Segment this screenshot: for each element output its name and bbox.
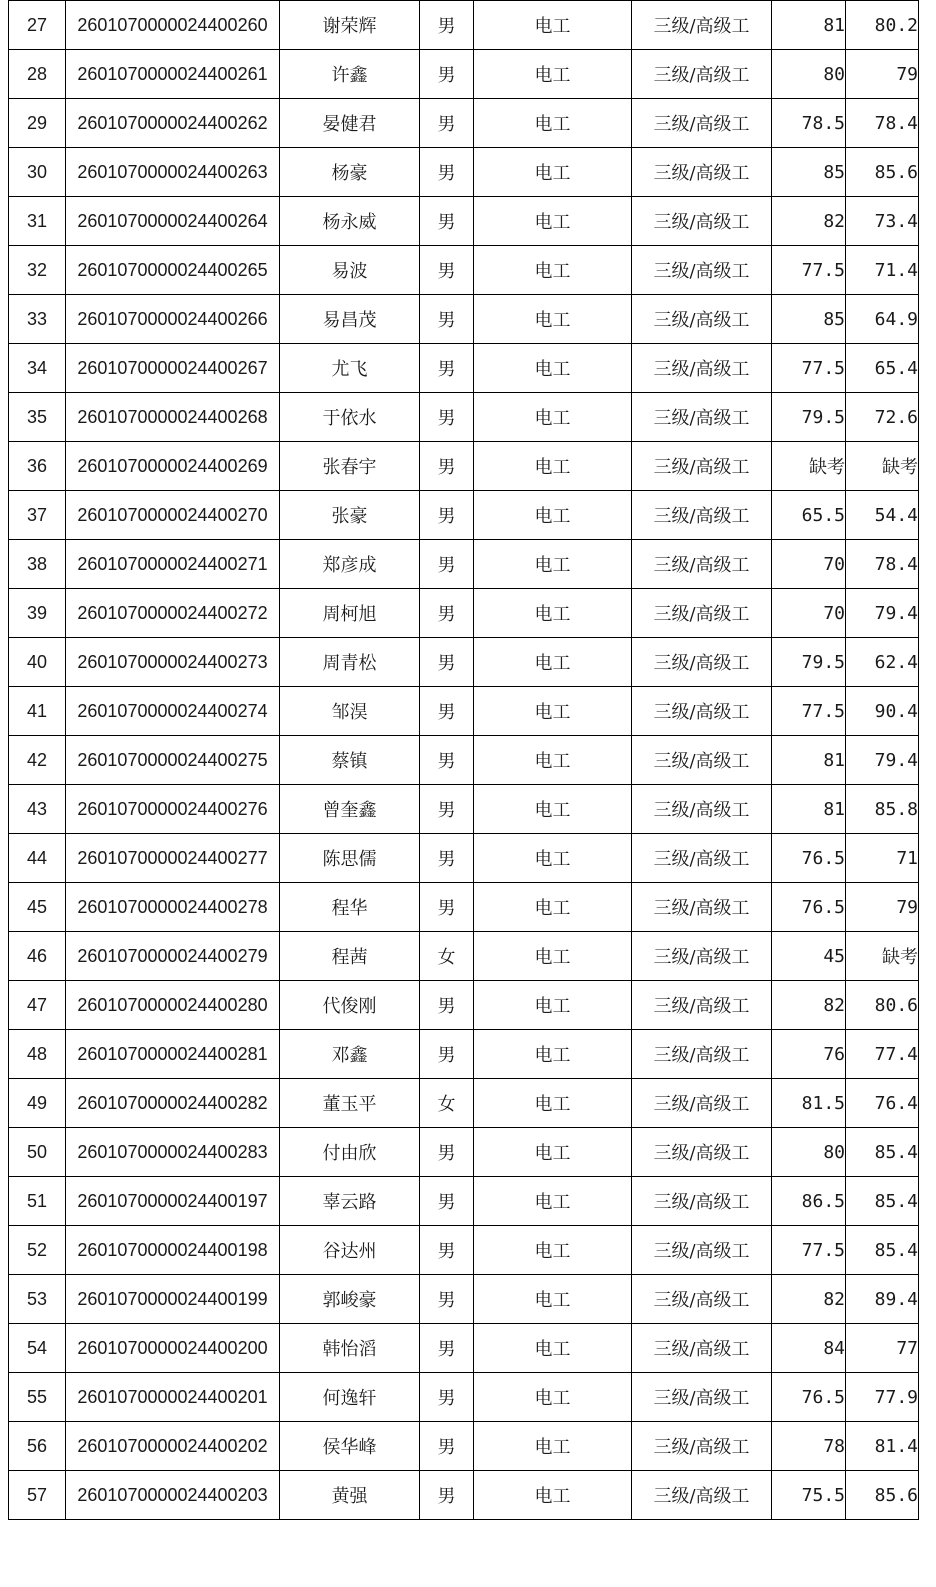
table-row: [9, 638, 919, 687]
gender-cell: 女: [420, 1079, 474, 1128]
theory-score-cell: 77.5: [772, 344, 846, 393]
practical-score-cell: 54.4: [846, 491, 919, 540]
level-cell: 三级/高级工: [632, 785, 772, 834]
table-row: [9, 687, 919, 736]
row-number-cell: 42: [9, 736, 66, 785]
row-number-cell: 45: [9, 883, 66, 932]
practical-score-cell: 85.6: [846, 148, 919, 197]
level-cell: 三级/高级工: [632, 295, 772, 344]
trade-cell: 电工: [474, 393, 632, 442]
table-row: [9, 1, 919, 50]
table-row: [9, 99, 919, 148]
practical-score-cell: 79: [846, 50, 919, 99]
practical-score-cell: 73.4: [846, 197, 919, 246]
trade-cell: 电工: [474, 589, 632, 638]
theory-score-cell: 缺考: [772, 442, 846, 491]
gender-cell: 男: [420, 1324, 474, 1373]
gender-cell: 男: [420, 589, 474, 638]
level-cell: 三级/高级工: [632, 1324, 772, 1373]
practical-score-cell: 77.4: [846, 1030, 919, 1079]
candidate-name-cell: 侯华峰: [280, 1422, 420, 1471]
level-cell: 三级/高级工: [632, 1471, 772, 1520]
theory-score-cell: 70: [772, 540, 846, 589]
level-cell: 三级/高级工: [632, 393, 772, 442]
level-cell: 三级/高级工: [632, 981, 772, 1030]
theory-score-cell: 81: [772, 785, 846, 834]
candidate-name-cell: 何逸轩: [280, 1373, 420, 1422]
row-number-cell: 30: [9, 148, 66, 197]
table-body: [9, 1, 919, 1520]
theory-score-cell: 85: [772, 148, 846, 197]
trade-cell: 电工: [474, 687, 632, 736]
level-cell: 三级/高级工: [632, 99, 772, 148]
theory-score-cell: 86.5: [772, 1177, 846, 1226]
table-row: [9, 785, 919, 834]
practical-score-cell: 76.4: [846, 1079, 919, 1128]
row-number-cell: 27: [9, 1, 66, 50]
practical-score-cell: 缺考: [846, 932, 919, 981]
trade-cell: 电工: [474, 736, 632, 785]
gender-cell: 男: [420, 883, 474, 932]
candidate-name-cell: 程茜: [280, 932, 420, 981]
practical-score-cell: 85.8: [846, 785, 919, 834]
practical-score-cell: 缺考: [846, 442, 919, 491]
trade-cell: 电工: [474, 883, 632, 932]
theory-score-cell: 85: [772, 295, 846, 344]
practical-score-cell: 64.9: [846, 295, 919, 344]
candidate-id-cell: 2601070000024400281: [66, 1030, 280, 1079]
candidate-name-cell: 谢荣辉: [280, 1, 420, 50]
candidate-name-cell: 于依水: [280, 393, 420, 442]
candidate-name-cell: 曾奎鑫: [280, 785, 420, 834]
table-row: [9, 1275, 919, 1324]
practical-score-cell: 71.4: [846, 246, 919, 295]
gender-cell: 男: [420, 1, 474, 50]
candidate-id-cell: 2601070000024400269: [66, 442, 280, 491]
row-number-cell: 38: [9, 540, 66, 589]
gender-cell: 男: [420, 1373, 474, 1422]
theory-score-cell: 80: [772, 1128, 846, 1177]
trade-cell: 电工: [474, 1030, 632, 1079]
level-cell: 三级/高级工: [632, 1226, 772, 1275]
row-number-cell: 46: [9, 932, 66, 981]
gender-cell: 男: [420, 1275, 474, 1324]
candidate-id-cell: 2601070000024400261: [66, 50, 280, 99]
row-number-cell: 48: [9, 1030, 66, 1079]
theory-score-cell: 76: [772, 1030, 846, 1079]
practical-score-cell: 85.4: [846, 1177, 919, 1226]
candidate-name-cell: 杨永威: [280, 197, 420, 246]
gender-cell: 男: [420, 442, 474, 491]
practical-score-cell: 85.4: [846, 1226, 919, 1275]
table-row: [9, 393, 919, 442]
candidate-id-cell: 2601070000024400280: [66, 981, 280, 1030]
table-row: [9, 295, 919, 344]
trade-cell: 电工: [474, 246, 632, 295]
trade-cell: 电工: [474, 1079, 632, 1128]
row-number-cell: 33: [9, 295, 66, 344]
practical-score-cell: 89.4: [846, 1275, 919, 1324]
candidate-id-cell: 2601070000024400202: [66, 1422, 280, 1471]
trade-cell: 电工: [474, 981, 632, 1030]
row-number-cell: 37: [9, 491, 66, 540]
level-cell: 三级/高级工: [632, 1128, 772, 1177]
candidate-id-cell: 2601070000024400276: [66, 785, 280, 834]
trade-cell: 电工: [474, 1324, 632, 1373]
row-number-cell: 35: [9, 393, 66, 442]
trade-cell: 电工: [474, 99, 632, 148]
row-number-cell: 41: [9, 687, 66, 736]
level-cell: 三级/高级工: [632, 1373, 772, 1422]
row-number-cell: 57: [9, 1471, 66, 1520]
gender-cell: 男: [420, 834, 474, 883]
gender-cell: 男: [420, 344, 474, 393]
candidate-id-cell: 2601070000024400267: [66, 344, 280, 393]
trade-cell: 电工: [474, 1422, 632, 1471]
table-row: [9, 1471, 919, 1520]
trade-cell: 电工: [474, 932, 632, 981]
candidate-name-cell: 谷达州: [280, 1226, 420, 1275]
table-row: [9, 834, 919, 883]
practical-score-cell: 85.4: [846, 1128, 919, 1177]
row-number-cell: 54: [9, 1324, 66, 1373]
gender-cell: 男: [420, 393, 474, 442]
gender-cell: 男: [420, 1471, 474, 1520]
theory-score-cell: 81: [772, 736, 846, 785]
row-number-cell: 29: [9, 99, 66, 148]
gender-cell: 男: [420, 197, 474, 246]
level-cell: 三级/高级工: [632, 491, 772, 540]
candidate-name-cell: 程华: [280, 883, 420, 932]
row-number-cell: 32: [9, 246, 66, 295]
practical-score-cell: 78.4: [846, 540, 919, 589]
gender-cell: 男: [420, 1226, 474, 1275]
row-number-cell: 52: [9, 1226, 66, 1275]
level-cell: 三级/高级工: [632, 834, 772, 883]
row-number-cell: 40: [9, 638, 66, 687]
candidate-id-cell: 2601070000024400262: [66, 99, 280, 148]
gender-cell: 男: [420, 148, 474, 197]
table-row: [9, 1079, 919, 1128]
table-row: [9, 736, 919, 785]
gender-cell: 男: [420, 687, 474, 736]
candidate-name-cell: 郭峻豪: [280, 1275, 420, 1324]
level-cell: 三级/高级工: [632, 246, 772, 295]
candidate-name-cell: 代俊刚: [280, 981, 420, 1030]
trade-cell: 电工: [474, 834, 632, 883]
row-number-cell: 53: [9, 1275, 66, 1324]
candidate-id-cell: 2601070000024400203: [66, 1471, 280, 1520]
candidate-id-cell: 2601070000024400274: [66, 687, 280, 736]
trade-cell: 电工: [474, 295, 632, 344]
practical-score-cell: 80.6: [846, 981, 919, 1030]
level-cell: 三级/高级工: [632, 1275, 772, 1324]
level-cell: 三级/高级工: [632, 932, 772, 981]
table-row: [9, 1030, 919, 1079]
gender-cell: 男: [420, 1128, 474, 1177]
level-cell: 三级/高级工: [632, 344, 772, 393]
theory-score-cell: 76.5: [772, 834, 846, 883]
theory-score-cell: 77.5: [772, 246, 846, 295]
trade-cell: 电工: [474, 148, 632, 197]
candidate-name-cell: 张春宇: [280, 442, 420, 491]
level-cell: 三级/高级工: [632, 883, 772, 932]
row-number-cell: 34: [9, 344, 66, 393]
candidate-id-cell: 2601070000024400271: [66, 540, 280, 589]
gender-cell: 男: [420, 491, 474, 540]
gender-cell: 男: [420, 1422, 474, 1471]
theory-score-cell: 77.5: [772, 1226, 846, 1275]
level-cell: 三级/高级工: [632, 638, 772, 687]
theory-score-cell: 78.5: [772, 99, 846, 148]
practical-score-cell: 79.4: [846, 589, 919, 638]
candidate-id-cell: 2601070000024400282: [66, 1079, 280, 1128]
gender-cell: 男: [420, 638, 474, 687]
practical-score-cell: 90.4: [846, 687, 919, 736]
gender-cell: 男: [420, 99, 474, 148]
row-number-cell: 36: [9, 442, 66, 491]
candidate-id-cell: 2601070000024400275: [66, 736, 280, 785]
candidate-id-cell: 2601070000024400266: [66, 295, 280, 344]
candidate-name-cell: 易波: [280, 246, 420, 295]
gender-cell: 男: [420, 785, 474, 834]
trade-cell: 电工: [474, 1, 632, 50]
theory-score-cell: 82: [772, 981, 846, 1030]
candidate-id-cell: 2601070000024400273: [66, 638, 280, 687]
table-row: [9, 1128, 919, 1177]
table-row: [9, 589, 919, 638]
level-cell: 三级/高级工: [632, 1079, 772, 1128]
practical-score-cell: 85.6: [846, 1471, 919, 1520]
candidate-id-cell: 2601070000024400278: [66, 883, 280, 932]
candidate-name-cell: 黄强: [280, 1471, 420, 1520]
row-number-cell: 49: [9, 1079, 66, 1128]
candidate-name-cell: 许鑫: [280, 50, 420, 99]
candidate-name-cell: 韩怡滔: [280, 1324, 420, 1373]
gender-cell: 男: [420, 1177, 474, 1226]
candidate-id-cell: 2601070000024400260: [66, 1, 280, 50]
candidate-id-cell: 2601070000024400199: [66, 1275, 280, 1324]
trade-cell: 电工: [474, 1275, 632, 1324]
gender-cell: 男: [420, 540, 474, 589]
candidate-id-cell: 2601070000024400264: [66, 197, 280, 246]
candidate-name-cell: 陈思儒: [280, 834, 420, 883]
candidate-name-cell: 邹淏: [280, 687, 420, 736]
candidate-id-cell: 2601070000024400263: [66, 148, 280, 197]
theory-score-cell: 65.5: [772, 491, 846, 540]
theory-score-cell: 81.5: [772, 1079, 846, 1128]
table-row: [9, 491, 919, 540]
table-row: [9, 883, 919, 932]
gender-cell: 男: [420, 1030, 474, 1079]
level-cell: 三级/高级工: [632, 197, 772, 246]
candidate-name-cell: 易昌茂: [280, 295, 420, 344]
trade-cell: 电工: [474, 1373, 632, 1422]
practical-score-cell: 72.6: [846, 393, 919, 442]
candidate-name-cell: 周柯旭: [280, 589, 420, 638]
level-cell: 三级/高级工: [632, 687, 772, 736]
gender-cell: 男: [420, 246, 474, 295]
trade-cell: 电工: [474, 50, 632, 99]
row-number-cell: 56: [9, 1422, 66, 1471]
practical-score-cell: 81.4: [846, 1422, 919, 1471]
candidate-name-cell: 张豪: [280, 491, 420, 540]
table-row: [9, 1324, 919, 1373]
level-cell: 三级/高级工: [632, 50, 772, 99]
candidate-id-cell: 2601070000024400201: [66, 1373, 280, 1422]
practical-score-cell: 62.4: [846, 638, 919, 687]
candidate-name-cell: 蔡镇: [280, 736, 420, 785]
table-row: [9, 344, 919, 393]
level-cell: 三级/高级工: [632, 589, 772, 638]
row-number-cell: 31: [9, 197, 66, 246]
theory-score-cell: 78: [772, 1422, 846, 1471]
candidate-id-cell: 2601070000024400200: [66, 1324, 280, 1373]
practical-score-cell: 65.4: [846, 344, 919, 393]
level-cell: 三级/高级工: [632, 442, 772, 491]
candidate-id-cell: 2601070000024400272: [66, 589, 280, 638]
row-number-cell: 50: [9, 1128, 66, 1177]
gender-cell: 男: [420, 295, 474, 344]
candidate-score-table: [8, 0, 919, 1520]
level-cell: 三级/高级工: [632, 1030, 772, 1079]
table-row: [9, 932, 919, 981]
gender-cell: 女: [420, 932, 474, 981]
table-row: [9, 981, 919, 1030]
table-row: [9, 246, 919, 295]
trade-cell: 电工: [474, 344, 632, 393]
level-cell: 三级/高级工: [632, 1, 772, 50]
trade-cell: 电工: [474, 442, 632, 491]
gender-cell: 男: [420, 981, 474, 1030]
trade-cell: 电工: [474, 491, 632, 540]
theory-score-cell: 80: [772, 50, 846, 99]
practical-score-cell: 78.4: [846, 99, 919, 148]
candidate-name-cell: 周青松: [280, 638, 420, 687]
practical-score-cell: 77.9: [846, 1373, 919, 1422]
table-row: [9, 50, 919, 99]
theory-score-cell: 76.5: [772, 1373, 846, 1422]
practical-score-cell: 71: [846, 834, 919, 883]
row-number-cell: 55: [9, 1373, 66, 1422]
table-row: [9, 1373, 919, 1422]
level-cell: 三级/高级工: [632, 1177, 772, 1226]
trade-cell: 电工: [474, 785, 632, 834]
row-number-cell: 39: [9, 589, 66, 638]
candidate-name-cell: 杨豪: [280, 148, 420, 197]
level-cell: 三级/高级工: [632, 1422, 772, 1471]
theory-score-cell: 82: [772, 197, 846, 246]
candidate-name-cell: 郑彦成: [280, 540, 420, 589]
theory-score-cell: 45: [772, 932, 846, 981]
trade-cell: 电工: [474, 1128, 632, 1177]
candidate-id-cell: 2601070000024400268: [66, 393, 280, 442]
roster-sheet: [8, 0, 918, 1520]
theory-score-cell: 76.5: [772, 883, 846, 932]
candidate-name-cell: 付由欣: [280, 1128, 420, 1177]
table-row: [9, 1226, 919, 1275]
trade-cell: 电工: [474, 1471, 632, 1520]
table-row: [9, 442, 919, 491]
trade-cell: 电工: [474, 1226, 632, 1275]
row-number-cell: 43: [9, 785, 66, 834]
candidate-id-cell: 2601070000024400270: [66, 491, 280, 540]
candidate-id-cell: 2601070000024400265: [66, 246, 280, 295]
trade-cell: 电工: [474, 1177, 632, 1226]
theory-score-cell: 82: [772, 1275, 846, 1324]
theory-score-cell: 70: [772, 589, 846, 638]
candidate-name-cell: 辜云路: [280, 1177, 420, 1226]
theory-score-cell: 79.5: [772, 638, 846, 687]
trade-cell: 电工: [474, 540, 632, 589]
practical-score-cell: 80.2: [846, 1, 919, 50]
candidate-id-cell: 2601070000024400198: [66, 1226, 280, 1275]
table-row: [9, 540, 919, 589]
theory-score-cell: 81: [772, 1, 846, 50]
theory-score-cell: 79.5: [772, 393, 846, 442]
row-number-cell: 47: [9, 981, 66, 1030]
candidate-id-cell: 2601070000024400277: [66, 834, 280, 883]
theory-score-cell: 84: [772, 1324, 846, 1373]
table-row: [9, 197, 919, 246]
candidate-id-cell: 2601070000024400279: [66, 932, 280, 981]
theory-score-cell: 75.5: [772, 1471, 846, 1520]
practical-score-cell: 79: [846, 883, 919, 932]
candidate-name-cell: 晏健君: [280, 99, 420, 148]
candidate-name-cell: 尤飞: [280, 344, 420, 393]
gender-cell: 男: [420, 736, 474, 785]
row-number-cell: 44: [9, 834, 66, 883]
level-cell: 三级/高级工: [632, 736, 772, 785]
practical-score-cell: 77: [846, 1324, 919, 1373]
row-number-cell: 51: [9, 1177, 66, 1226]
candidate-name-cell: 邓鑫: [280, 1030, 420, 1079]
table-row: [9, 148, 919, 197]
theory-score-cell: 77.5: [772, 687, 846, 736]
table-row: [9, 1422, 919, 1471]
level-cell: 三级/高级工: [632, 148, 772, 197]
candidate-id-cell: 2601070000024400197: [66, 1177, 280, 1226]
row-number-cell: 28: [9, 50, 66, 99]
level-cell: 三级/高级工: [632, 540, 772, 589]
gender-cell: 男: [420, 50, 474, 99]
candidate-id-cell: 2601070000024400283: [66, 1128, 280, 1177]
practical-score-cell: 79.4: [846, 736, 919, 785]
trade-cell: 电工: [474, 197, 632, 246]
trade-cell: 电工: [474, 638, 632, 687]
candidate-name-cell: 董玉平: [280, 1079, 420, 1128]
table-row: [9, 1177, 919, 1226]
